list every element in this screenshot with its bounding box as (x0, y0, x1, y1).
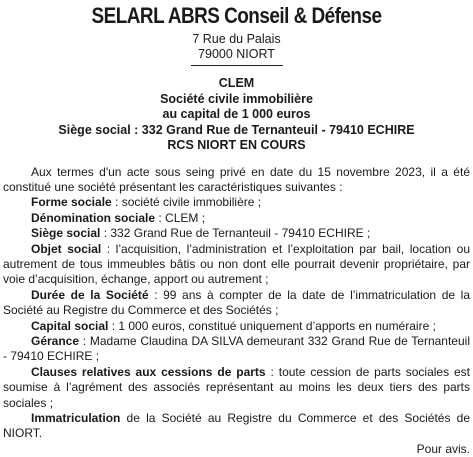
text-gerance: : Madame Claudina DA SILVA demeurant 332 Grand Rue de Ternanteuil - 79410 ECHIRE ; (3, 334, 470, 363)
firm-address-city: 79000 NIORT (3, 47, 470, 62)
paragraph-gerance (3, 334, 470, 365)
company-capital: au capital de 1 000 euros (3, 107, 470, 123)
company-siege: Siège social : 332 Grand Rue de Ternanteuil - 79410 ECHIRE (3, 123, 470, 139)
firm-address-street: 7 Rue du Palais (3, 32, 470, 47)
text-duree: : 99 ans à compter de la date de l’immatriculation de la Société au Registre du Commerce et des Sociétés ; (3, 288, 470, 317)
company-rcs: RCS NIORT EN COURS (3, 138, 470, 154)
text-capital-social: : 1 000 euros, constitué uniquement d’apports en numéraire ; (108, 319, 436, 333)
label-denomination: Dénomination sociale (31, 211, 155, 225)
label-objet-social: Objet social (31, 242, 101, 256)
separator-rule (191, 65, 283, 66)
intro-paragraph: Aux termes d'un acte sous seing privé en date du 15 novembre 2023, il a été constitué une société présentant les caractéristiques suivantes : (3, 165, 470, 196)
text-siege-social: : 332 Grand Rue de Ternanteuil - 79410 ECHIRE ; (100, 226, 370, 240)
text-denomination: : CLEM ; (155, 211, 205, 225)
text-forme-sociale: : société civile immobilière ; (112, 195, 261, 209)
paragraph-denomination (3, 211, 470, 226)
text-objet-social: : l’acquisition, l’administration et l’exploitation par bail, location ou autrement de tous immeubles bâtis ou non dont elle pourrait devenir propriétaire, par voie d’acquisition, échange, apport ou autrement ; (3, 242, 470, 287)
paragraph-forme-sociale (3, 195, 470, 210)
label-siege-social: Siège social (31, 226, 100, 240)
paragraph-capital-social (3, 319, 470, 334)
paragraph-clauses-cessions (3, 365, 470, 411)
paragraph-siege-social (3, 226, 470, 241)
label-immatriculation: Immatriculation (31, 411, 120, 425)
company-block (3, 76, 470, 154)
label-clauses-cessions: Clauses relatives aux cessions de parts (31, 365, 266, 379)
paragraph-objet-social (3, 242, 470, 288)
company-type: Société civile immobilière (3, 92, 470, 108)
paragraph-immatriculation (3, 411, 470, 442)
label-gerance: Gérance (31, 334, 79, 348)
closing-line: Pour avis. (3, 442, 470, 457)
label-duree: Durée de la Société (31, 288, 149, 302)
firm-name: SELARL ABRS Conseil & Défense (36, 5, 438, 27)
text-immatriculation: de la Société au Registre du Commerce et des Sociétés de NIORT. (3, 411, 470, 440)
company-name: CLEM (3, 76, 470, 92)
paragraph-duree (3, 288, 470, 319)
notice-body (3, 165, 470, 457)
label-capital-social: Capital social (31, 319, 108, 333)
label-forme-sociale: Forme sociale (31, 195, 112, 209)
text-clauses-cessions: : toute cession de parts sociales est soumise à l’agrément des associés représentant au moins les deux tiers des parts sociales ; (3, 365, 470, 410)
